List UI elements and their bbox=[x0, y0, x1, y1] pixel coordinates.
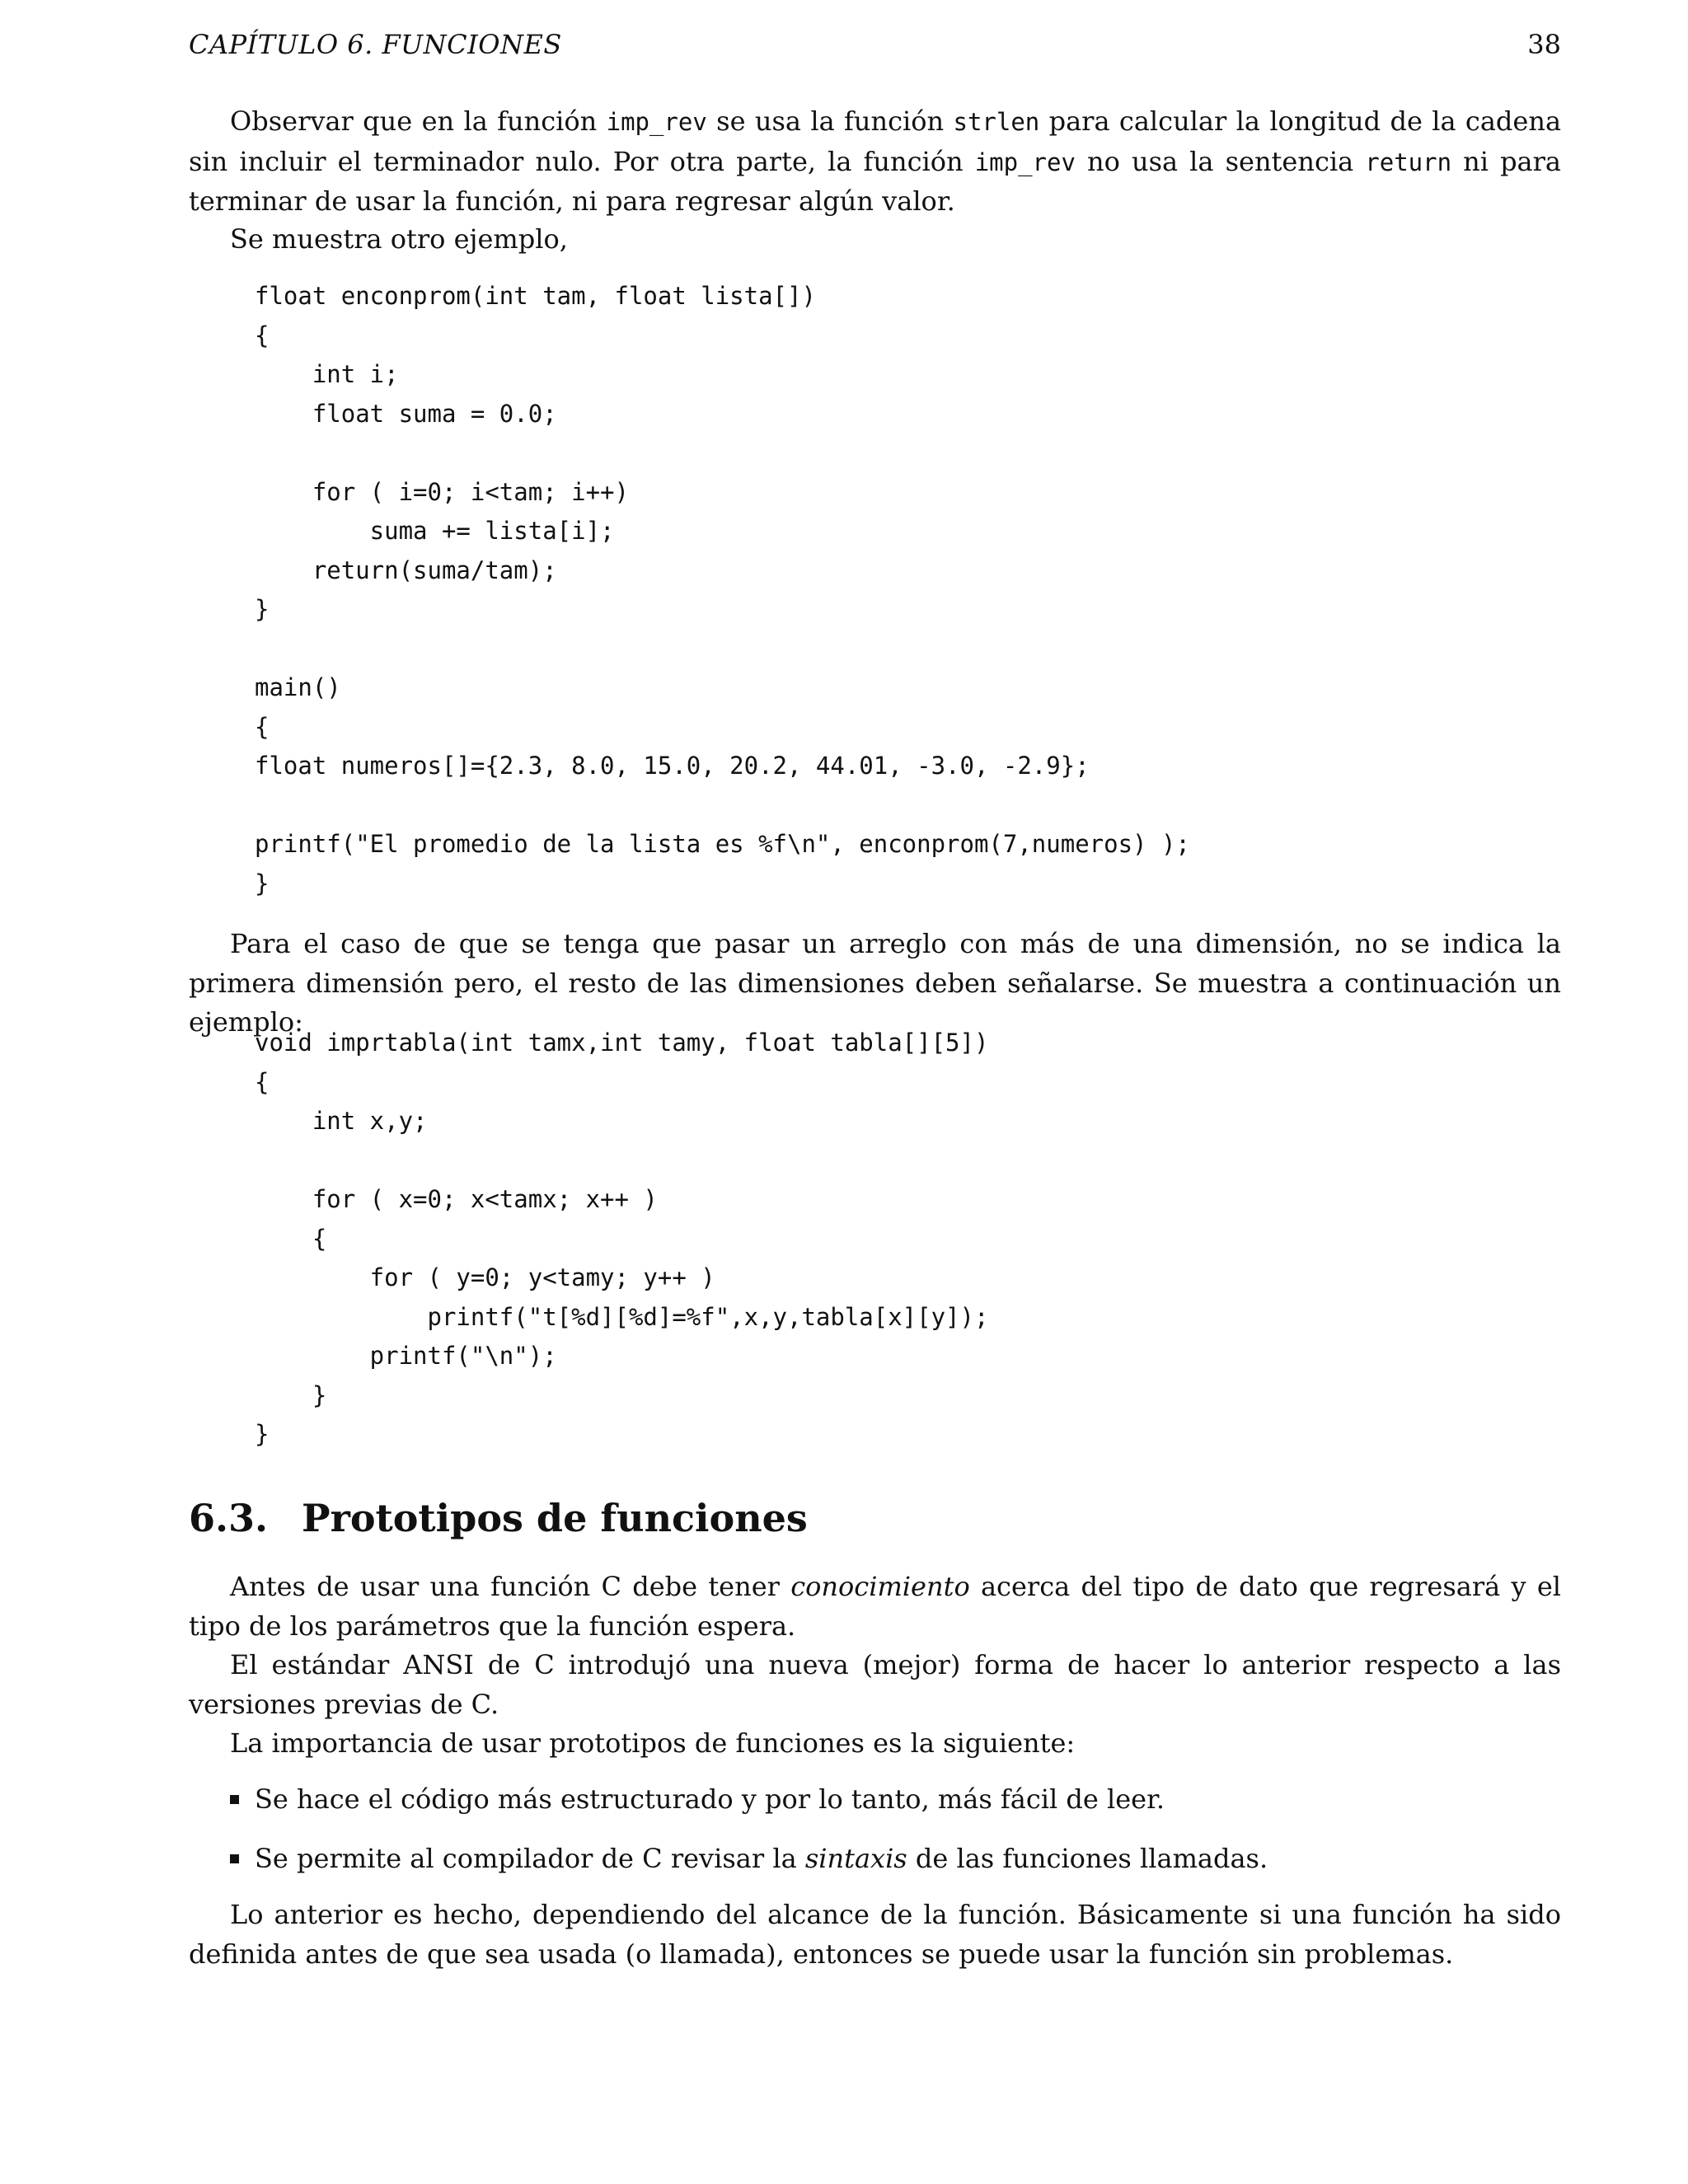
section-title-text: Prototipos de funciones bbox=[302, 1496, 808, 1540]
inline-code: imp_rev bbox=[606, 108, 707, 136]
text-run: acerca del tipo de dato que regresará y el tipo de los parámetros que la función espera. bbox=[189, 1571, 1562, 1642]
prototype-paragraph-1 bbox=[189, 1568, 1561, 1646]
text-run: Antes de usar una función C debe tener bbox=[230, 1571, 791, 1602]
example-intro-paragraph: Se muestra otro ejemplo, bbox=[230, 223, 568, 255]
list-item bbox=[230, 1840, 1268, 1879]
bullet-list bbox=[230, 1780, 1268, 1898]
chapter-title: CAPÍTULO 6. FUNCIONES bbox=[189, 29, 562, 60]
inline-code: return bbox=[1365, 148, 1452, 176]
prototype-paragraph-4: Lo anterior es hecho, dependiendo del alcance de la función. Básicamente si una función ha sido definida antes de que sea usada (o llamada), entonces se puede usar la función sin problemas. bbox=[189, 1899, 1561, 1970]
text-run: no usa la sentencia bbox=[1075, 145, 1366, 177]
prototype-paragraph-3: La importancia de usar prototipos de funciones es la siguiente: bbox=[230, 1727, 1076, 1759]
square-bullet-icon bbox=[230, 1795, 239, 1804]
text-run: Observar que en la función bbox=[230, 105, 607, 137]
inline-code: imp_rev bbox=[974, 148, 1076, 176]
section-number: 6.3. bbox=[189, 1496, 269, 1540]
list-item bbox=[230, 1780, 1268, 1820]
list-item-text: Se permite al compilador de C revisar la bbox=[255, 1842, 805, 1874]
document-page bbox=[189, 0, 1561, 2184]
prototype-paragraph-2: El estándar ANSI de C introdujó una nueva (mejor) forma de hacer lo anterior respecto a las versiones previas de C. bbox=[189, 1649, 1561, 1720]
emphasis-text: sintaxis bbox=[804, 1842, 907, 1874]
square-bullet-icon bbox=[230, 1854, 239, 1863]
text-run: se usa la función bbox=[706, 105, 954, 137]
emphasis-text: conocimiento bbox=[790, 1571, 970, 1602]
page-number: 38 bbox=[1527, 29, 1561, 60]
code-block-enconprom: float enconprom(int tam, float lista[]) { int i; float suma = 0.0; for ( i=0; i<tam; i++) suma += lista[i]; return(suma/tam); } main() { float numeros[]={2.3, 8.0, 15.0, 20.2, 44.01, -3.0, -2.9}; printf("El promedio de la lista es %f\n", enconprom(7,numeros) ); } bbox=[255, 282, 1190, 898]
intro-paragraph bbox=[189, 102, 1561, 222]
text-run: ni para terminar de usar la función, ni para regresar algún valor. bbox=[189, 145, 1562, 217]
code-block-imprtabla: void imprtabla(int tamx,int tamy, float tabla[][5]) { int x,y; for ( x=0; x<tamx; x++ ) { for ( y=0; y<tamy; y++ ) printf("t[%d][%d]=%f",x,y,tabla[x][y]); printf("\n"); } } bbox=[255, 1029, 989, 1448]
section-heading bbox=[189, 1493, 1561, 1543]
list-item-text: de las funciones llamadas. bbox=[907, 1842, 1268, 1874]
text-run: para calcular la longitud de la cadena sin incluir el terminador nulo. Por otra parte, la función bbox=[189, 105, 1562, 177]
list-item-text: Se hace el código más estructurado y por lo tanto, más fácil de leer. bbox=[255, 1783, 1165, 1815]
array-dimension-paragraph: Para el caso de que se tenga que pasar un arreglo con más de una dimensión, no se indica la primera dimensión pero, el resto de las dimensiones deben señalarse. Se muestra a continuación un ejemplo: bbox=[189, 928, 1561, 1038]
inline-code: strlen bbox=[953, 108, 1040, 136]
running-header bbox=[189, 26, 1561, 63]
